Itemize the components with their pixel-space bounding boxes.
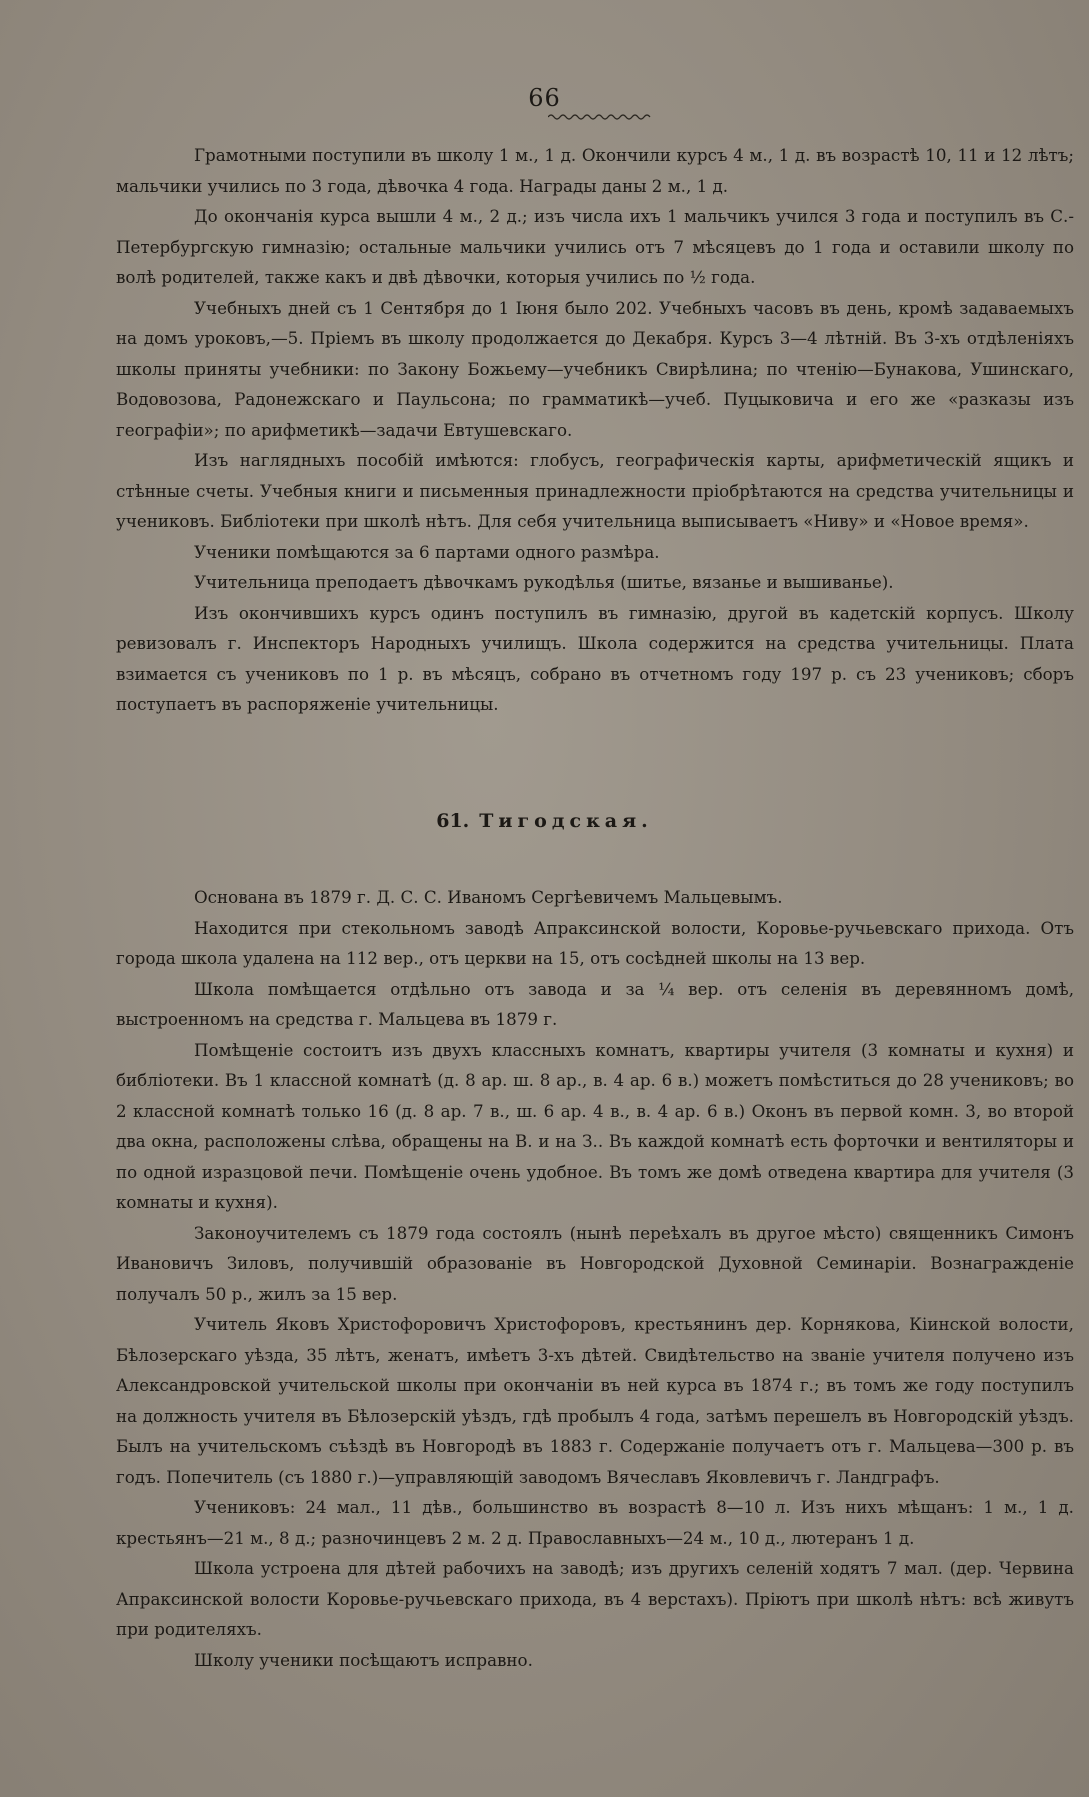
section-title: Тигодская. (479, 810, 653, 832)
paragraph: Изъ окончившихъ курсъ одинъ поступилъ въ гимназію, другой въ кадетскій корпусъ. Школу ревизовалъ г. Инспекторъ Народныхъ училищъ. Школа содержится на средства учительницы. Плата взимается съ учениковъ по 1 р. въ мѣсяцъ, собрано въ отчетномъ году 197 р. съ 23 учениковъ; сборъ поступаетъ въ распоряженіе учительницы. (116, 602, 1074, 714)
section-number: 61. (436, 810, 470, 832)
paragraph: Помѣщеніе состоитъ изъ двухъ классныхъ комнатъ, квартиры учителя (3 комнаты и кухня) и библіотеки. Въ 1 классной комнатѣ (д. 8 ар. ш. 8 ар., в. 4 ар. 6 в.) можетъ помѣститься до 28 учениковъ; во 2 классной комнатѣ только 16 (д. 8 ар. 7 в., ш. 6 ар. 4 в., в. 4 ар. 6 в.) Оконъ въ первой комн. 3, во второй два окна, расположены слѣва, обращены на В. и на З.. Въ каждой комнатѣ есть форточки и вентиляторы и по одной изразцовой печи. Помѣщеніе очень удобное. Въ томъ же домѣ отведена квартира для учителя (3 комнаты и кухня). (116, 1039, 1074, 1212)
section-heading (0, 810, 1089, 832)
paragraph: Учительница преподаетъ дѣвочкамъ рукодѣлья (шитье, вязанье и вышиванье). (194, 572, 894, 592)
paragraph: Учебныхъ дней съ 1 Сентября до 1 Іюня было 202. Учебныхъ часовъ въ день, кромѣ задаваемыхъ на домъ уроковъ,—5. Пріемъ въ школу продолжается до Декабря. Курсъ 3—4 лѣтній. Въ 3-хъ отдѣленіяхъ школы приняты учебники: по Закону Божьему—учебникъ Свирѣлина; по чтенію—Бунакова, Ушинскаго, Водовозова, Радонежскаго и Паульсона; по грамматикѣ—учеб. Пуцыковича и его же «разказы изъ географіи»; по арифметикѣ—задачи Евтушевскаго. (116, 297, 1074, 440)
paragraph: До окончанія курса вышли 4 м., 2 д.; изъ числа ихъ 1 мальчикъ учился 3 года и поступилъ въ С.-Петербургскую гимназію; остальные мальчики учились отъ 7 мѣсяцевъ до 1 года и оставили школу по волѣ родителей, также какъ и двѣ дѣвочки, которыя учились по ½ года. (116, 206, 1074, 287)
paragraph: Школа устроена для дѣтей рабочихъ на заводѣ; изъ другихъ селеній ходятъ 7 мал. (дер. Червина Апраксинской волости Коровье-ручьевскаго прихода, въ 4 верстахъ). Пріютъ при школѣ нѣтъ: всѣ живутъ при родителяхъ. (116, 1558, 1074, 1639)
page-number: 66 (528, 84, 561, 112)
text-block-bottom (116, 882, 1074, 1675)
paragraph: Ученики помѣщаются за 6 партами одного размѣра. (194, 541, 660, 562)
paragraph: Школу ученики посѣщаютъ исправно. (194, 1649, 533, 1670)
wavy-rule-ornament (548, 112, 652, 122)
paragraph: Учениковъ: 24 мал., 11 дѣв., большинство въ возрастѣ 8—10 л. Изъ нихъ мѣщанъ: 1 м., 1 д. крестьянъ—21 м., 8 д.; разночинцевъ 2 м. 2 д. Православныхъ—24 м., 10 д., лютеранъ 1 д. (116, 1497, 1074, 1548)
paragraph: Школа помѣщается отдѣльно отъ завода и за ¼ вер. отъ селенія въ деревянномъ домѣ, выстроенномъ на средства г. Мальцева въ 1879 г. (116, 978, 1074, 1029)
paragraph: Учитель Яковъ Христофоровичъ Христофоровъ, крестьянинъ дер. Корнякова, Кіинской волости, Бѣлозерскаго уѣзда, 35 лѣтъ, женатъ, имѣетъ 3-хъ дѣтей. Свидѣтельство на званіе учителя получено изъ Александровской учительской школы при окончаніи въ ней курса въ 1874 г.; въ томъ же году поступилъ на должность учителя въ Бѣлозерскій уѣздъ, гдѣ пробылъ 4 года, затѣмъ перешелъ въ Новгородскій уѣздъ. Былъ на учительскомъ съѣздѣ въ Новгородѣ въ 1883 г. Содержаніе получаетъ отъ г. Мальцева—300 р. въ годъ. Попечитель (съ 1880 г.)—управляющій заводомъ Вячеславъ Яковлевичъ г. Ландграфъ. (116, 1314, 1074, 1487)
paragraph: Законоучителемъ съ 1879 года состоялъ (нынѣ переѣхалъ въ другое мѣсто) священникъ Симонъ Ивановичъ Зиловъ, получившій образованіе въ Новгородской Духовной Семинаріи. Вознагражденіе получалъ 50 р., жилъ за 15 вер. (116, 1222, 1074, 1304)
text-block-top (116, 140, 1074, 720)
paragraph: Находится при стекольномъ заводѣ Апраксинской волости, Коровье-ручьевскаго прихода. Отъ города школа удалена на 112 вер., отъ церкви на 15, отъ сосѣдней школы на 13 вер. (116, 917, 1074, 968)
paragraph: Изъ наглядныхъ пособій имѣются: глобусъ, географическія карты, арифметическій ящикъ и стѣнные счеты. Учебныя книги и письменныя принадлежности пріобрѣтаются на средства учительницы и учениковъ. Библіотеки при школѣ нѣтъ. Для себя учительница выписываетъ «Ниву» и «Новое время». (116, 450, 1074, 531)
paragraph: Грамотными поступили въ школу 1 м., 1 д. Окончили курсъ 4 м., 1 д. въ возрастѣ 10, 11 и 12 лѣтъ; мальчики учились по 3 года, дѣвочка 4 года. Награды даны 2 м., 1 д. (116, 145, 1074, 196)
paragraph: Основана въ 1879 г. Д. С. С. Иваномъ Сергѣевичемъ Мальцевымъ. (194, 887, 783, 907)
